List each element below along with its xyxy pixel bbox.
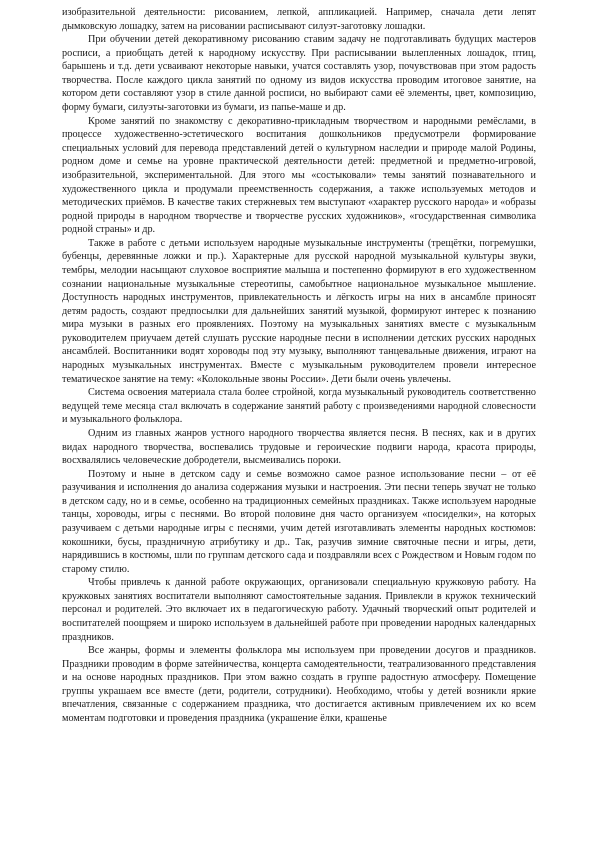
paragraph-3: Кроме занятий по знакомству с декоративно-прикладным творчеством и народными ремёслами, в процессе художественно-эстетического воспитания дошкольников предусмотрели формирование специальных условий для перевода представлений детей о культурном наследии и природе малой Родины, родном доме и семье на уровне практической деятельности детей: предметной и предметно-игровой, изобразительной, экспериментальной. Для этого мы «состыковали» темы занятий познавательного и художественного цикла и продумали преемственность содержания, а также используемых методов и методических приёмов. В качестве таких стержневых тем выступают «характер русского народа» и «образы родной природы в народном творчестве и творчестве русских художников», «государственная символика родной страны» и др.	[62, 115, 536, 236]
document-page	[62, 6, 536, 726]
paragraph-7: Поэтому и ныне в детском саду и семье возможно самое разное использование песни – от её разучивания и исполнения до анализа содержания музыки и настроения. Эти песни теперь звучат не только в детском саду, но и в семье, особенно на традиционных семейных праздниках. Также используем народные танцы, хороводы, игры с песнями. Во второй половине дня часто организуем «посиделки», на которых разучиваем с детьми народные игры с песнями, учим детей изготавливать элементы народных костюмов: кокошники, бусы, праздничную атрибутику и др.. Так, разучив зимние святочные песни и игры, дети, нарядившись в костюмы, шли по группам детского сада и поздравляли всех с Рождеством и Новым годом по старому стилю.	[62, 468, 536, 575]
paragraph-8: Чтобы привлечь к данной работе окружающих, организовали специальную кружковую работу. На кружковых занятиях воспитатели выполняют самостоятельные задания. Привлекли в кружок технический персонал и родителей. Это включает их в педагогическую работу. Удачный творческий опыт родителей и воспитателей поощряем и широко используем в дальнейшей работе при проведении народных календарных праздников.	[62, 577, 536, 643]
paragraph-6: Одним из главных жанров устного народного творчества является песня. В песнях, как и в других видах народного творчества, воспевались трудовые и героические подвиги народа, красота природы, восхвалялись человеческие добродетели, высмеивались пороки.	[62, 427, 536, 467]
paragraph-2: При обучении детей декоративному рисованию ставим задачу не подготавливать будущих мастеров росписи, а приобщать детей к народному искусству. При расписывании вылепленных лошадок, птиц, барышень и т.д. дети усваивают некоторые навыки, учатся составлять узор, почувствовав при этом радость творчества. После каждого цикла занятий по одному из видов искусства проводим итоговое занятие, на котором дети составляют узор в стиле данной росписи, но выбирают сами её элементы, цвет, композицию, форму бумаги, силуэты-заготовки из бумаги, из папье-маше и др.	[62, 34, 536, 114]
paragraph-9: Все жанры, формы и элементы фольклора мы используем при проведении досугов и праздников. Праздники проводим в форме затейничества, концерта самодеятельности, театрализованного представления и на основе народных праздников. При этом важно создать в группе радостную атмосферу. Помещение группы украшаем все вместе (дети, родители, сотрудники). Необходимо, чтобы у детей возникли яркие впечатления, связанные с содержанием праздника, что достигается активным привлечением их ко всем моментам подготовки и проведения праздника (украшение ёлки, крашенье	[62, 645, 536, 725]
paragraph-1: изобразительной деятельности: рисованием, лепкой, аппликацией. Например, сначала дети лепят дымковскую лошадку, затем на рисовании расписывают силуэт-заготовку лошадки.	[62, 7, 536, 32]
paragraph-4: Также в работе с детьми используем народные музыкальные инструменты (трещётки, погремушки, бубенцы, деревянные ложки и пр.). Характерные для русской народной музыкальной культуры звуки, тембры, мелодии насыщают слуховое восприятие малыша и постепенно формируют в его художественном сознании национальные музыкальные стереотипы, самобытное национальное музыкальное мышление. Доступность народных инструментов, привлекательность и лёгкость игры на них в ансамбле приносят детям радость, создают предпосылки для дальнейших занятий музыкой, формируют интерес к познанию мира музыки в разных его проявлениях. Поэтому на музыкальных занятиях вместе с музыкальным руководителем приучаем детей слушать русские народные песни в исполнении детских русских народных ансамблей. Воспитанники водят хороводы под эту музыку, выполняют танцевальные движения, играют на народных музыкальных инструментах. Вместе с музыкальным руководителем провели интересное тематическое занятие на тему: «Колокольные звоны России». Дети были очень увлечены.	[62, 237, 536, 385]
paragraph-5: Система освоения материала стала более стройной, когда музыкальный руководитель соответственно ведущей теме месяца стал включать в содержание занятий работу с произведениями народной словесности и музыкального фольклора.	[62, 387, 536, 426]
